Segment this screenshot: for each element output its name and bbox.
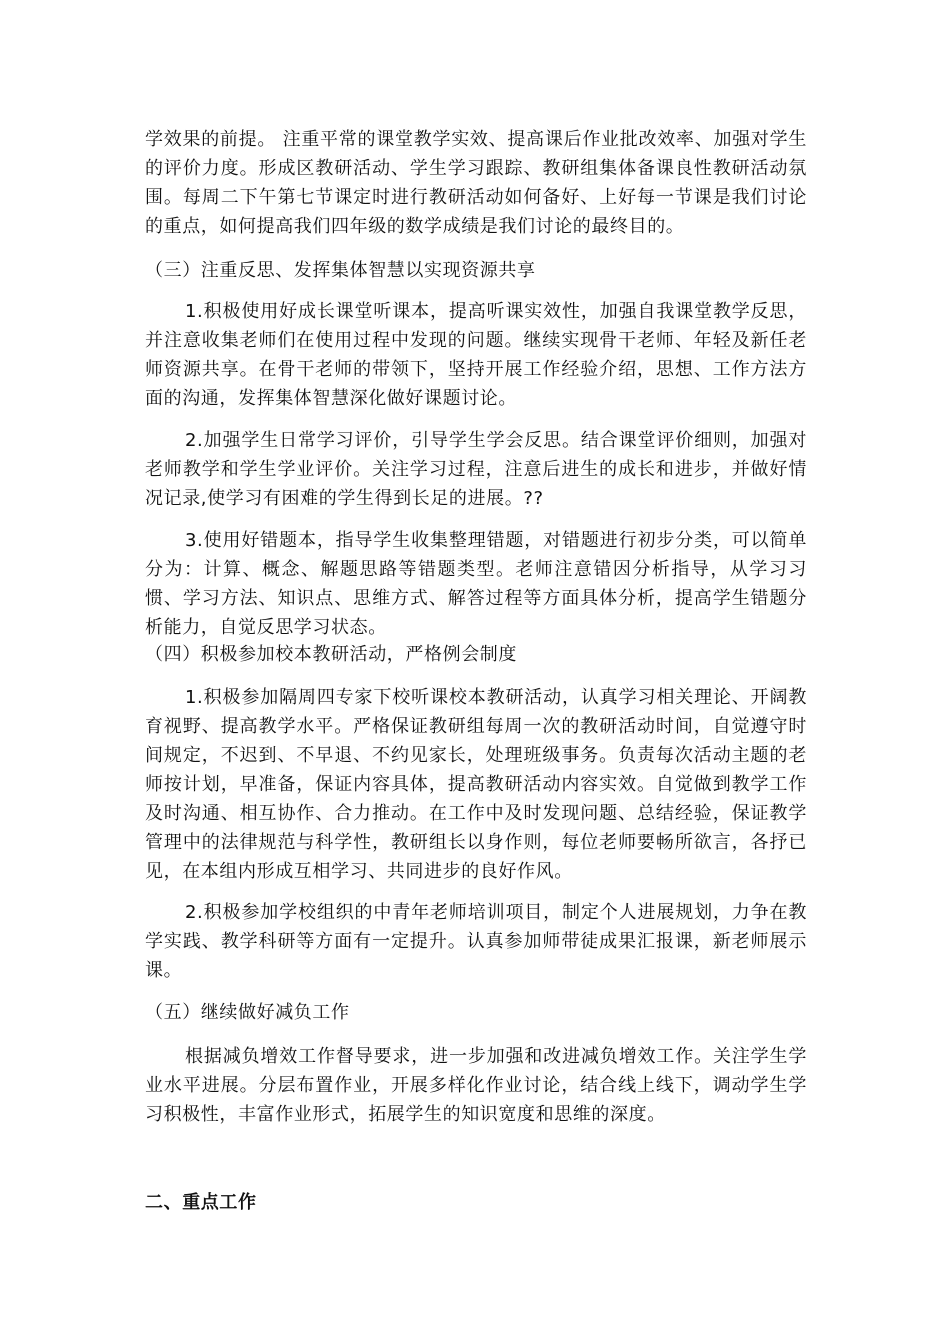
paragraph-4-1: 1.积极参加隔周四专家下校听课校本教研活动，认真学习相关理论、开阔教育视野、提高教学水平。严格保证教研组每周一次的教研活动时间，自觉遵守时间规定，不迟到、不早退、不约见家长，处理班级事务。负责每次活动主题的老师按计划，早准备，保证内容具体，提高教研活动内容实效。自觉做到教学工作及时沟通、相互协作、合力推动。在工作中及时发现问题、总结经验，保证教学管理中的法律规范与科学性，教研组长以身作则，每位老师要畅所欲言，各抒已见，在本组内形成互相学习、共同进步的良好作风。 — [145, 687, 807, 882]
section-heading-5: （五）继续做好减负工作 — [145, 1002, 350, 1023]
paragraph-3-3: 3.使用好错题本，指导学生收集整理错题，对错题进行初步分类，可以简单分为：计算、概念、解题思路等错题类型。老师注意错因分析指导，从学习习惯、学习方法、知识点、思维方式、解答过程等方面具体分析，提高学生错题分析能力，自觉反思学习状态。 — [145, 530, 807, 638]
paragraph-3-2: 2.加强学生日常学习评价，引导学生学会反思。结合课堂评价细则，加强对老师教学和学生学业评价。关注学习过程，注意后进生的成长和进步，并做好情况记录,使学习有困难的学生得到长足的进展。?? — [145, 430, 807, 509]
paragraph-4-2: 2.积极参加学校组织的中青年老师培训项目，制定个人进展规划，力争在教学实践、教学科研等方面有一定提升。认真参加师带徒成果汇报课，新老师展示课。 — [145, 902, 807, 981]
section-heading-4: （四）积极参加校本教研活动，严格例会制度 — [145, 644, 517, 665]
section-title-2: 二、重点工作 — [145, 1192, 257, 1213]
section-heading-3: （三）注重反思、发挥集体智慧以实现资源共享 — [145, 260, 536, 281]
paragraph-5: 根据减负增效工作督导要求，进一步加强和改进减负增效工作。关注学生学业水平进展。分层布置作业，开展多样化作业讨论，结合线上线下，调动学生学习积极性，丰富作业形式，拓展学生的知识宽度和思维的深度。 — [145, 1046, 807, 1125]
paragraph-3-1: 1.积极使用好成长课堂听课本，提高听课实效性，加强自我课堂教学反思，并注意收集老师们在使用过程中发现的问题。继续实现骨干老师、年轻及新任老师资源共享。在骨干老师的带领下，坚持开展工作经验介绍，思想、工作方法方面的沟通，发挥集体智慧深化做好课题讨论。 — [145, 301, 807, 409]
paragraph-intro: 学效果的前提。 注重平常的课堂教学实效、提高课后作业批改效率、加强对学生的评价力度。形成区教研活动、学生学习跟踪、教研组集体备课良性教研活动氛围。每周二下午第七节课定时进行教研活动如何备好、上好每一节课是我们讨论的重点，如何提高我们四年级的数学成绩是我们讨论的最终目的。 — [145, 129, 807, 237]
